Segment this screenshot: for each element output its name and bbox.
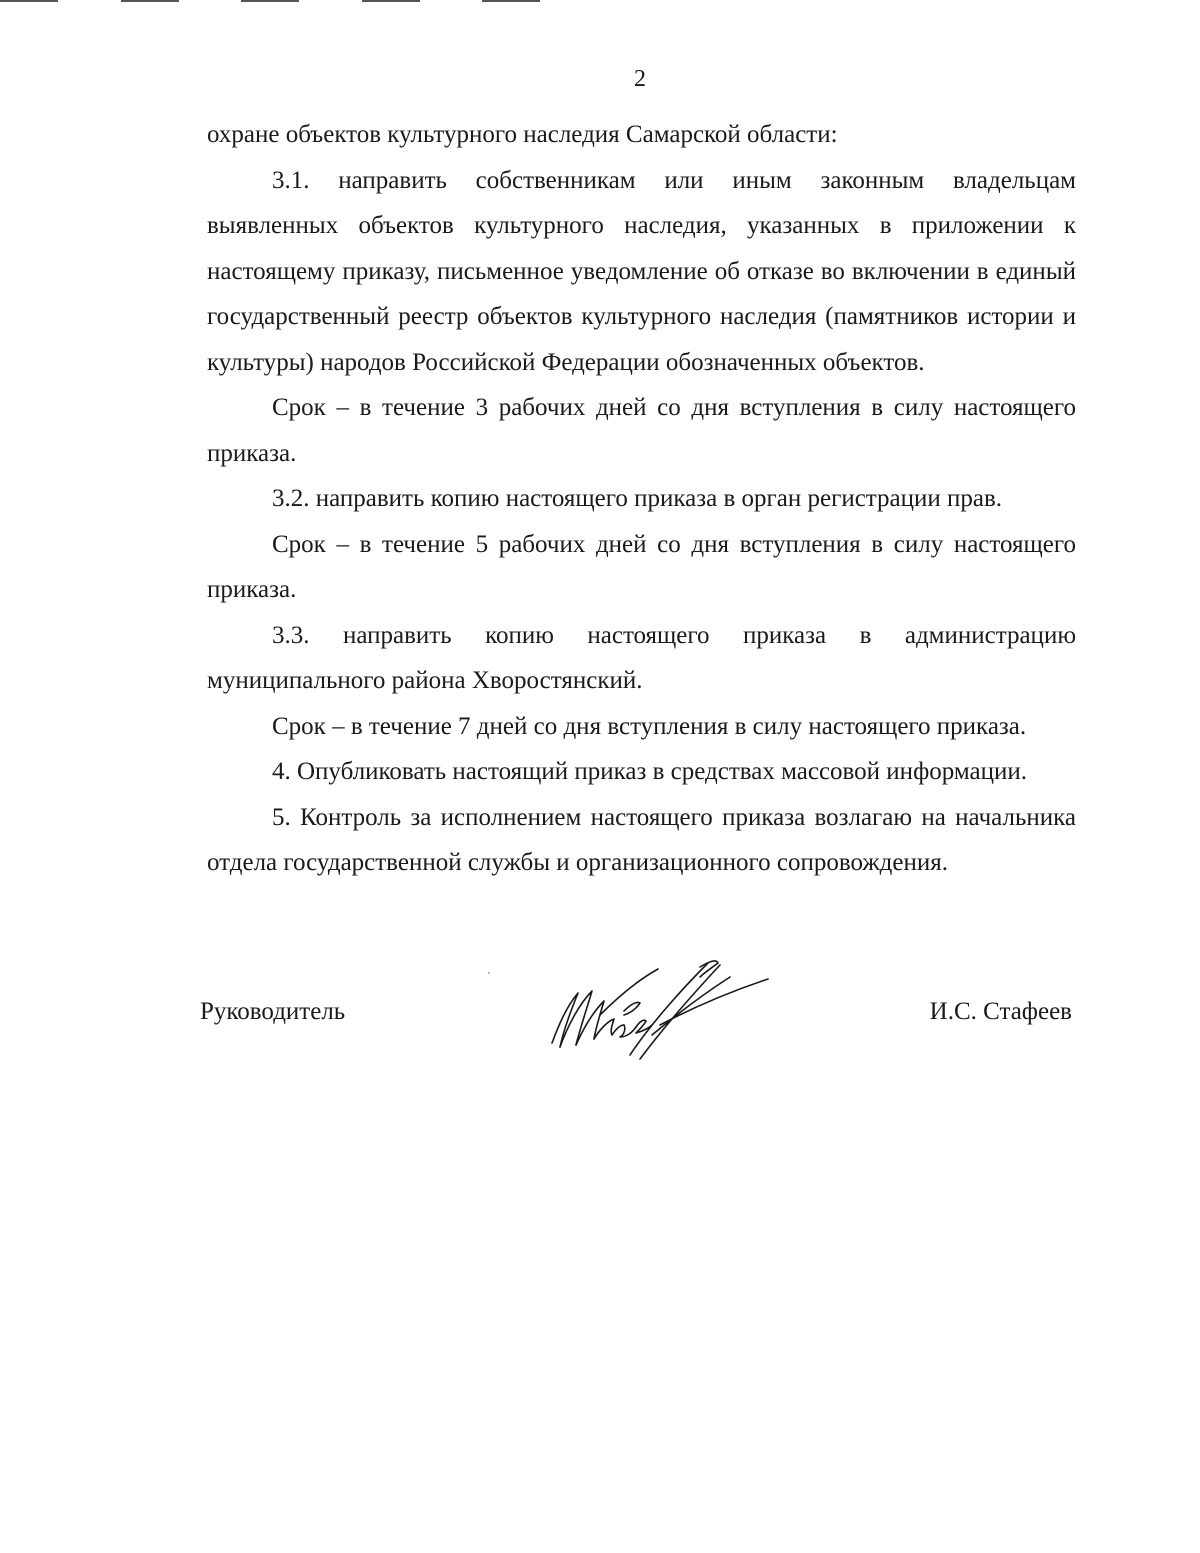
position-title: Руководитель	[200, 998, 346, 1025]
page-number: 2	[634, 66, 646, 92]
header-dash	[482, 0, 540, 2]
scan-speck	[488, 972, 490, 974]
paragraph: 3.2. направить копию настоящего приказа в орган регистрации прав.	[272, 485, 1003, 512]
signature-block	[200, 995, 1072, 1085]
header-dash	[362, 0, 420, 2]
paragraph: Срок – в течение 3 рабочих дней со дня вступления в силу настоящего приказа.	[207, 394, 1076, 467]
paragraph: 3.1. направить собственникам или иным законным владельцам выявленных объектов культурного наследия, указанных в приложении к настоящему приказу, письменное уведомление об отказе во включении в единый государственный реестр объектов культурного наследия (памятников истории и культуры) народов Российской Федерации обозначенных объектов.	[207, 166, 1076, 376]
paragraph: 3.3. направить копию настоящего приказа в администрацию муниципального района Хворостянский.	[207, 621, 1076, 694]
signer-name: И.С. Стафеев	[929, 998, 1072, 1025]
paragraph: 4. Опубликовать настоящий приказ в средствах массовой информации.	[272, 758, 1028, 785]
handwritten-signature	[540, 955, 780, 1070]
paragraph: Срок – в течение 7 дней со дня вступления в силу настоящего приказа.	[272, 712, 1027, 740]
paragraph: 5. Контроль за исполнением настоящего приказа возлагаю на начальника отдела государственной службы и организационного сопровождения.	[207, 803, 1076, 876]
document-body	[207, 112, 1076, 886]
paragraph: Срок – в течение 5 рабочих дней со дня вступления в силу настоящего приказа.	[207, 530, 1076, 603]
header-dash	[121, 0, 179, 2]
header-dash	[0, 0, 58, 2]
header-dash	[241, 0, 299, 2]
paragraph: охране объектов культурного наследия Самарской области:	[207, 121, 838, 148]
header-dashes	[0, 0, 1200, 6]
